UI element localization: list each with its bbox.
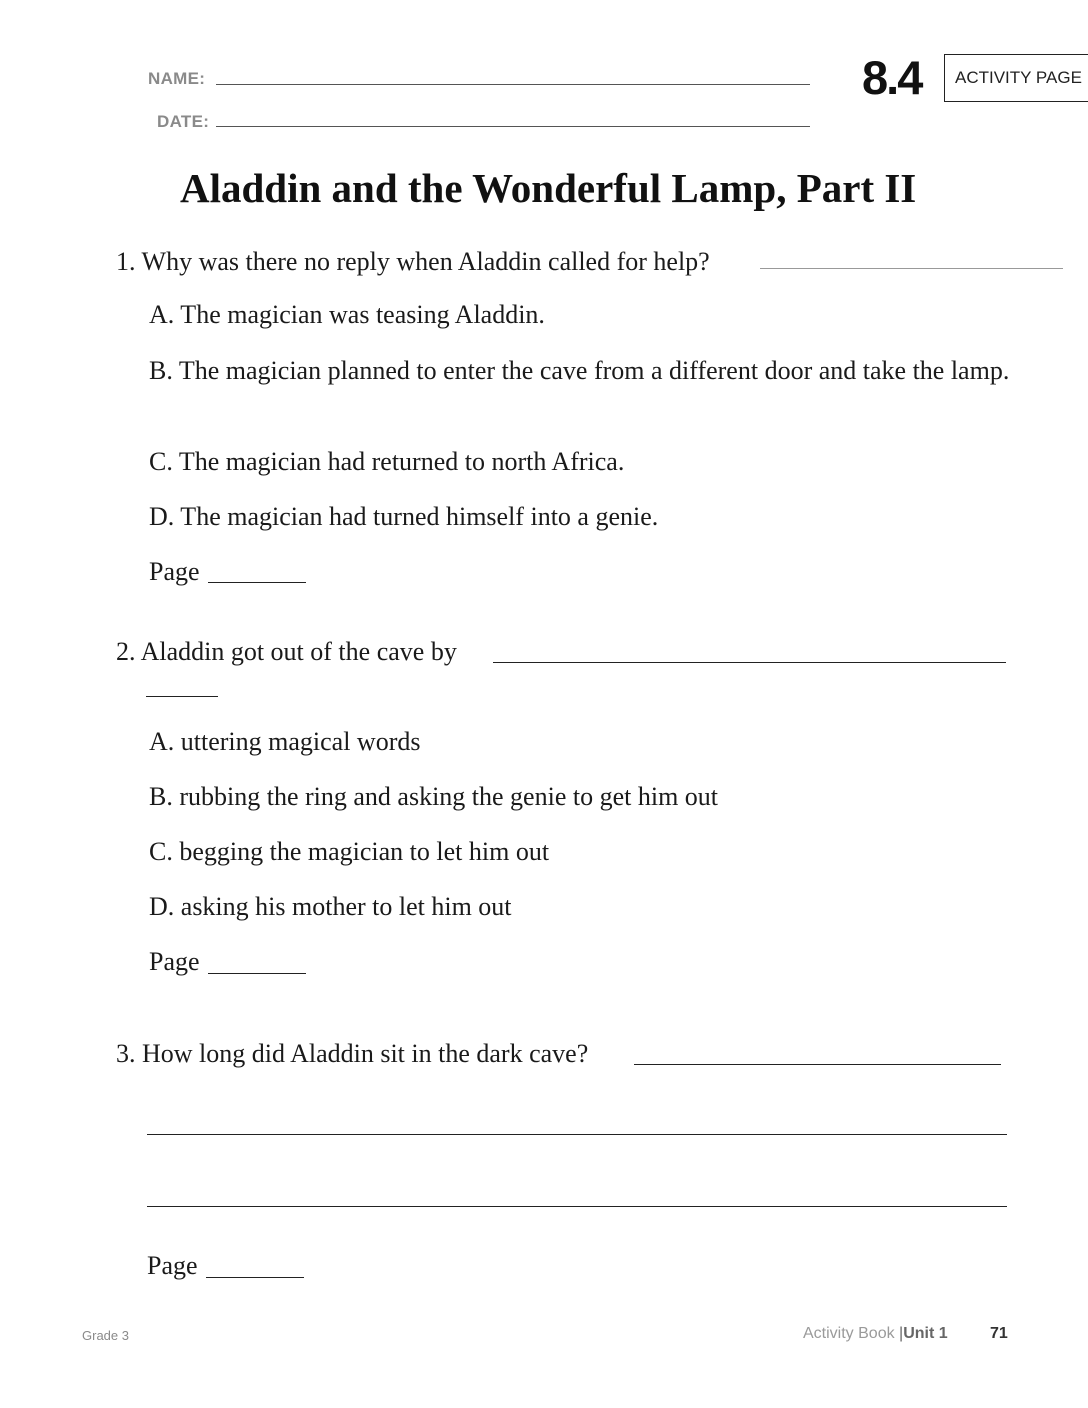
- footer-unit: Unit 1: [903, 1325, 948, 1342]
- question-1-option-c[interactable]: C. The magician had returned to north Africa.: [149, 447, 625, 476]
- question-1-answer-line[interactable]: [760, 268, 1063, 269]
- question-3-answer-line[interactable]: [634, 1064, 1001, 1065]
- question-3-answer-line-2[interactable]: [147, 1134, 1007, 1135]
- question-3-page-label: Page: [147, 1251, 198, 1280]
- footer-grade: Grade 3: [82, 1328, 129, 1343]
- question-2-answer-line[interactable]: [493, 662, 1006, 663]
- question-1-page-field[interactable]: [208, 582, 306, 583]
- footer-page-number: 71: [990, 1325, 1008, 1342]
- question-1-option-b[interactable]: B. The magician planned to enter the cave from a different door and take the lamp.: [149, 356, 1010, 385]
- footer-book-info: [803, 1325, 948, 1343]
- footer-book-title: Activity Book: [803, 1325, 895, 1342]
- activity-page-badge: [944, 54, 1088, 102]
- question-3-answer-line-3[interactable]: [147, 1206, 1007, 1207]
- question-1-option-a[interactable]: A. The magician was teasing Aladdin.: [149, 300, 545, 329]
- question-2-page-label: Page: [149, 947, 200, 976]
- lesson-number: 8.4: [862, 51, 922, 104]
- footer-separator: |: [899, 1325, 904, 1342]
- question-2-option-c[interactable]: C. begging the magician to let him out: [149, 837, 550, 866]
- question-2-answer-line-continued[interactable]: [146, 696, 218, 697]
- page-title: Aladdin and the Wonderful Lamp, Part II: [180, 165, 917, 211]
- name-field[interactable]: [216, 84, 810, 85]
- date-field[interactable]: [216, 126, 810, 127]
- question-2-stem: 2. Aladdin got out of the cave by: [116, 637, 457, 666]
- question-3-page-field[interactable]: [206, 1277, 304, 1278]
- question-2-option-d[interactable]: D. asking his mother to let him out: [149, 892, 512, 921]
- question-1-page-label: Page: [149, 557, 200, 586]
- question-3-stem: 3. How long did Aladdin sit in the dark cave?: [116, 1039, 589, 1068]
- question-1-stem: 1. Why was there no reply when Aladdin called for help?: [116, 247, 710, 276]
- question-2-option-a[interactable]: A. uttering magical words: [149, 727, 421, 756]
- activity-page-label: ACTIVITY PAGE: [955, 68, 1082, 87]
- question-1-option-d[interactable]: D. The magician had turned himself into a genie.: [149, 502, 659, 531]
- question-2-page-field[interactable]: [208, 973, 306, 974]
- question-2-option-b[interactable]: B. rubbing the ring and asking the genie to get him out: [149, 782, 719, 811]
- name-label: NAME:: [148, 69, 206, 88]
- date-label: DATE:: [157, 112, 210, 131]
